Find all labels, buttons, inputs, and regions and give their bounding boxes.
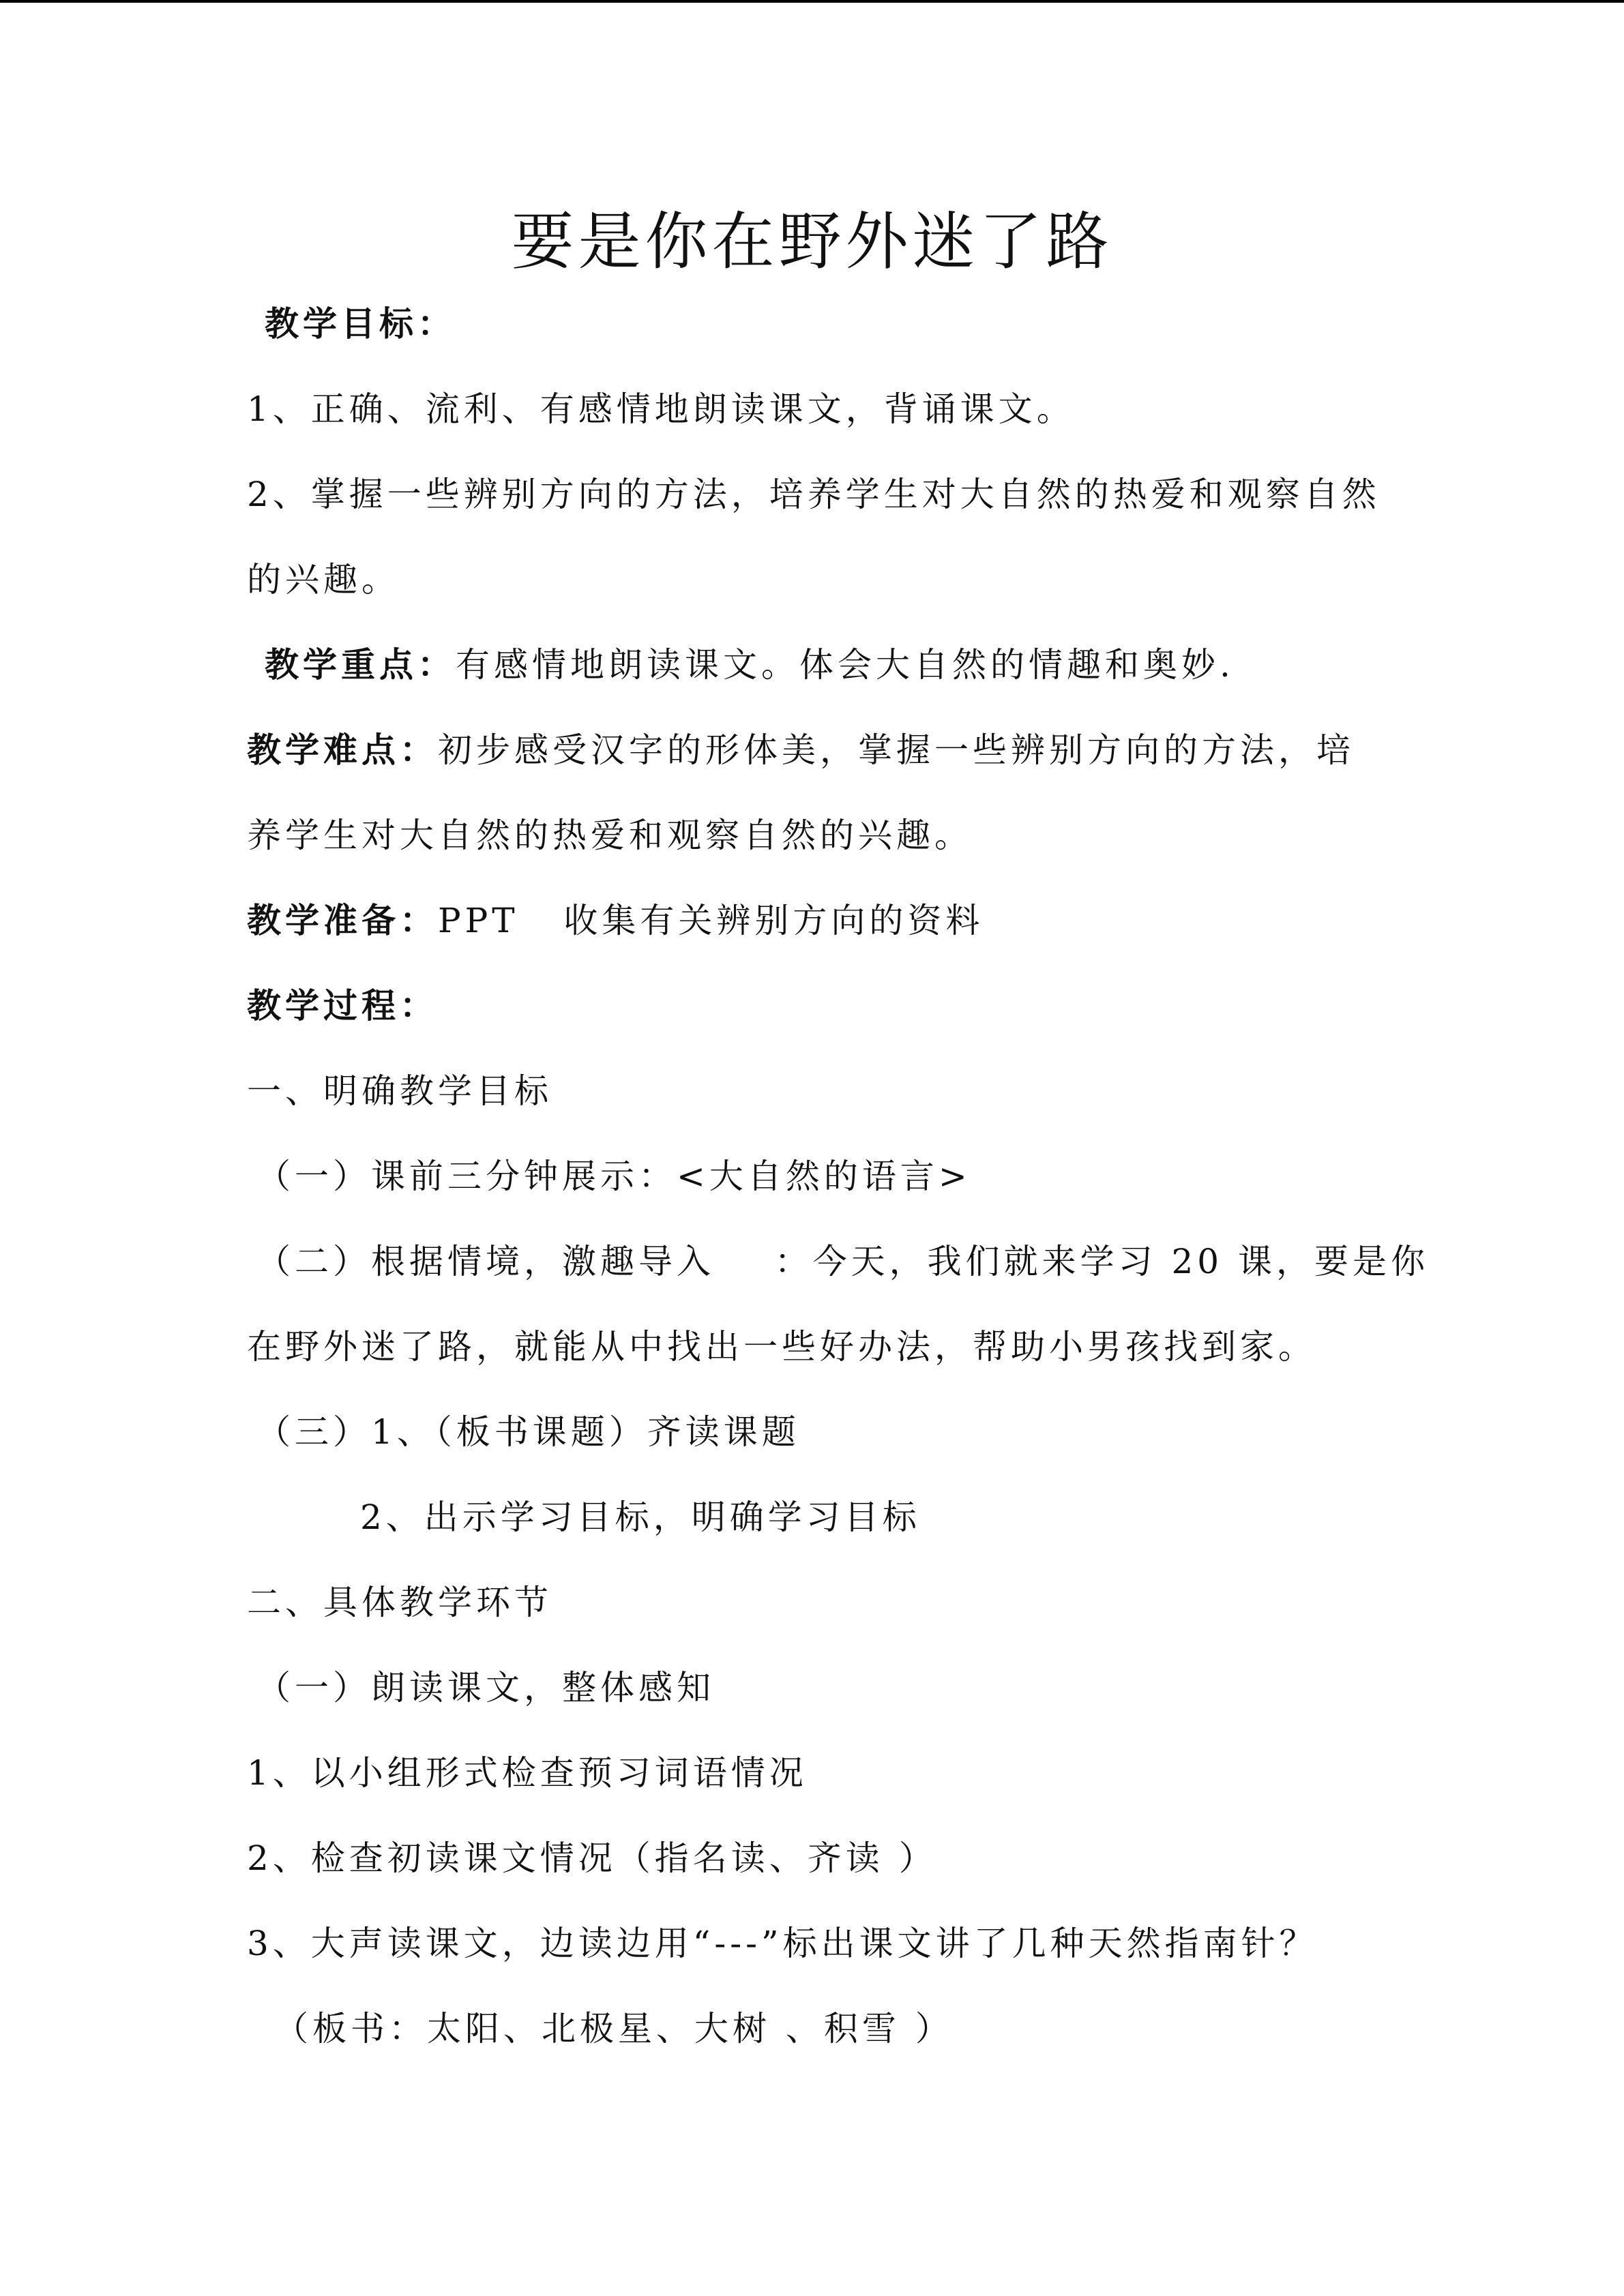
document-title: 要是你在野外迷了路	[511, 205, 1113, 278]
goal-2-line-2: 的兴趣。	[247, 560, 400, 599]
section-1-item-2-line-1: （二）根据情境，激趣导入 ：今天，我们就来学习 20 课，要是你	[256, 1242, 1429, 1281]
section-1-item-3-sub-2: 2、出示学习目标，明确学习目标	[360, 1497, 921, 1537]
teaching-preparation-label: 教学准备：	[247, 901, 438, 940]
section-2-step-2: 2、检查初读课文情况（指名读、齐读 ）	[247, 1838, 937, 1878]
teaching-difficulty-line-2: 养学生对大自然的热爱和观察自然的兴趣。	[247, 816, 973, 855]
teaching-goals-label: 教学目标：	[265, 304, 456, 344]
teaching-process-heading	[247, 979, 438, 1033]
teaching-preparation-text: PPT 收集有关辨别方向的资料	[438, 901, 984, 940]
teaching-process-label: 教学过程：	[247, 986, 438, 1026]
goal-2-line-1: 2、掌握一些辨别方向的方法，培养学生对大自然的热爱和观察自然	[247, 475, 1381, 514]
teaching-difficulty-text-1: 初步感受汉字的形体美，掌握一些辨别方向的方法，培	[438, 730, 1355, 770]
section-2-heading: 二、具体教学环节	[247, 1583, 552, 1622]
teaching-focus-label: 教学重点：	[265, 645, 456, 685]
teaching-difficulty	[247, 723, 1355, 777]
teaching-goals-heading	[265, 297, 456, 351]
section-2-step-3: 3、大声读课文，边读边用“---”标出课文讲了几种天然指南针？	[247, 1924, 1318, 1963]
section-1-heading: 一、明确教学目标	[247, 1071, 552, 1111]
section-2-item-1: （一）朗读课文，整体感知	[256, 1668, 715, 1708]
teaching-difficulty-label: 教学难点：	[247, 730, 438, 770]
section-2-step-1: 1、以小组形式检查预习词语情况	[247, 1753, 808, 1793]
section-1-item-1: （一）课前三分钟展示：<大自然的语言>	[256, 1157, 971, 1196]
teaching-focus-text: 有感情地朗读课文。体会大自然的情趣和奥妙.	[456, 645, 1235, 685]
section-2-step-3-note: （板书：太阳、北极星、大树 、积雪 ）	[274, 2009, 954, 2048]
goal-1: 1、正确、流利、有感情地朗读课文，背诵课文。	[247, 389, 1075, 429]
teaching-preparation	[247, 893, 984, 948]
section-1-item-3: （三）1、（板书课题）齐读课题	[256, 1412, 800, 1452]
section-1-item-2-line-2: 在野外迷了路，就能从中找出一些好办法，帮助小男孩找到家。	[247, 1327, 1316, 1367]
teaching-focus	[265, 638, 1235, 692]
